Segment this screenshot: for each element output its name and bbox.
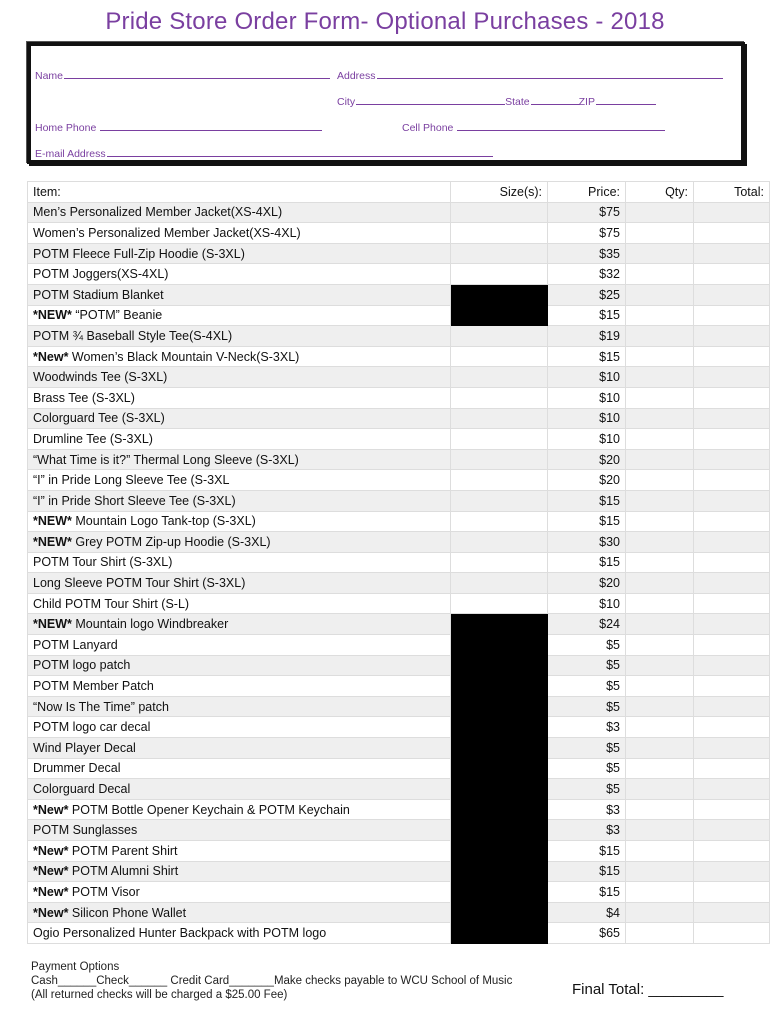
header-price: Price: xyxy=(548,182,626,203)
item-name-cell xyxy=(28,346,451,367)
new-tag: *New* xyxy=(33,884,69,899)
payment-options xyxy=(31,960,512,1002)
price-cell: $20 xyxy=(548,470,626,491)
item-name-cell xyxy=(28,820,451,841)
size-cell-blocked xyxy=(451,635,548,656)
table-row xyxy=(28,264,770,285)
item-name: POTM Member Patch xyxy=(33,679,154,694)
size-cell-blocked xyxy=(451,284,548,305)
price-cell: $75 xyxy=(548,202,626,223)
item-name-cell xyxy=(28,202,451,223)
size-cell[interactable] xyxy=(451,387,548,408)
item-name: Brass Tee (S-3XL) xyxy=(33,390,135,405)
header-total: Total: xyxy=(694,182,770,203)
item-name: Grey POTM Zip-up Hoodie (S-3XL) xyxy=(71,534,271,549)
size-cell[interactable] xyxy=(451,243,548,264)
payment-methods-line: Cash______Check______ Credit Card_______Make checks payable to WCU School of Music xyxy=(31,975,513,987)
total-cell[interactable] xyxy=(694,635,770,656)
table-row xyxy=(28,779,770,800)
item-name: POTM Alumni Shirt xyxy=(68,864,179,879)
price-cell: $30 xyxy=(548,532,626,553)
price-cell: $25 xyxy=(548,284,626,305)
price-cell: $5 xyxy=(548,696,626,717)
new-tag: *NEW* xyxy=(33,514,72,529)
table-row xyxy=(28,573,770,594)
table-row xyxy=(28,202,770,223)
total-cell[interactable] xyxy=(694,305,770,326)
item-name-cell xyxy=(28,552,451,573)
qty-cell[interactable] xyxy=(626,305,694,326)
zip-label: ZIP xyxy=(578,96,595,108)
table-row xyxy=(28,717,770,738)
table-header-row xyxy=(28,182,770,203)
table-row xyxy=(28,861,770,882)
size-cell[interactable] xyxy=(451,532,548,553)
table-row xyxy=(28,923,770,944)
item-name: “What Time is it?” Thermal Long Sleeve (S-3XL) xyxy=(33,452,299,467)
item-name-cell xyxy=(28,243,451,264)
qty-cell[interactable] xyxy=(626,449,694,470)
total-cell[interactable] xyxy=(694,820,770,841)
price-cell: $24 xyxy=(548,614,626,635)
total-cell[interactable] xyxy=(694,202,770,223)
price-cell: $15 xyxy=(548,346,626,367)
item-name: POTM Visor xyxy=(68,884,140,899)
price-cell: $15 xyxy=(548,511,626,532)
size-cell-blocked xyxy=(451,861,548,882)
qty-cell[interactable] xyxy=(626,367,694,388)
table-row xyxy=(28,841,770,862)
table-row xyxy=(28,676,770,697)
item-name-cell xyxy=(28,738,451,759)
new-tag: *New* xyxy=(33,905,69,920)
item-name: “I” in Pride Long Sleeve Tee (S-3XL xyxy=(33,473,230,488)
item-name-cell xyxy=(28,284,451,305)
size-cell-blocked xyxy=(451,779,548,800)
qty-cell[interactable] xyxy=(626,243,694,264)
table-row xyxy=(28,470,770,491)
total-cell[interactable] xyxy=(694,779,770,800)
qty-cell[interactable] xyxy=(626,820,694,841)
item-name-cell xyxy=(28,326,451,347)
table-row xyxy=(28,593,770,614)
city-label: City xyxy=(337,96,356,108)
item-name: POTM Joggers(XS-4XL) xyxy=(33,267,169,282)
table-row xyxy=(28,326,770,347)
item-name: Silicon Phone Wallet xyxy=(68,905,187,920)
qty-cell[interactable] xyxy=(626,346,694,367)
item-name: POTM Parent Shirt xyxy=(68,843,178,858)
table-row xyxy=(28,532,770,553)
total-cell[interactable] xyxy=(694,655,770,676)
table-row xyxy=(28,449,770,470)
price-cell: $15 xyxy=(548,490,626,511)
item-name: Child POTM Tour Shirt (S-L) xyxy=(33,596,190,611)
price-cell: $15 xyxy=(548,552,626,573)
total-cell[interactable] xyxy=(694,614,770,635)
qty-cell[interactable] xyxy=(626,511,694,532)
item-name: POTM logo patch xyxy=(33,658,131,673)
price-cell: $3 xyxy=(548,717,626,738)
size-cell-blocked xyxy=(451,841,548,862)
total-cell[interactable] xyxy=(694,593,770,614)
price-cell: $15 xyxy=(548,882,626,903)
item-name-cell xyxy=(28,614,451,635)
qty-cell[interactable] xyxy=(626,532,694,553)
total-cell[interactable] xyxy=(694,470,770,491)
size-cell[interactable] xyxy=(451,346,548,367)
item-name-cell xyxy=(28,490,451,511)
state-label: State xyxy=(505,96,530,108)
qty-cell[interactable] xyxy=(626,284,694,305)
price-cell: $10 xyxy=(548,408,626,429)
name-label: Name xyxy=(35,70,64,82)
size-cell-blocked xyxy=(451,305,548,326)
price-cell: $32 xyxy=(548,264,626,285)
price-cell: $4 xyxy=(548,902,626,923)
price-cell: $10 xyxy=(548,387,626,408)
item-name-cell xyxy=(28,799,451,820)
name-field[interactable] xyxy=(35,68,330,82)
qty-cell[interactable] xyxy=(626,635,694,656)
table-row xyxy=(28,223,770,244)
name-line[interactable] xyxy=(64,68,330,79)
table-row xyxy=(28,367,770,388)
qty-cell[interactable] xyxy=(626,841,694,862)
item-name-cell xyxy=(28,635,451,656)
table-row xyxy=(28,408,770,429)
price-cell: $20 xyxy=(548,449,626,470)
total-cell[interactable] xyxy=(694,243,770,264)
home-phone-field[interactable] xyxy=(35,120,322,134)
price-cell: $10 xyxy=(548,593,626,614)
header-size: Size(s): xyxy=(451,182,548,203)
size-cell-blocked xyxy=(451,655,548,676)
qty-cell[interactable] xyxy=(626,264,694,285)
total-cell[interactable] xyxy=(694,346,770,367)
price-cell: $65 xyxy=(548,923,626,944)
item-name: Women’s Black Mountain V-Neck(S-3XL) xyxy=(68,349,300,364)
size-cell[interactable] xyxy=(451,552,548,573)
qty-cell[interactable] xyxy=(626,799,694,820)
item-name: Men’s Personalized Member Jacket(XS-4XL) xyxy=(33,205,283,220)
qty-cell[interactable] xyxy=(626,573,694,594)
total-cell[interactable] xyxy=(694,511,770,532)
size-cell-blocked xyxy=(451,738,548,759)
city-field[interactable] xyxy=(337,94,656,108)
qty-cell[interactable] xyxy=(626,202,694,223)
item-name: “POTM” Beanie xyxy=(71,308,163,323)
new-tag: *New* xyxy=(33,843,69,858)
total-cell[interactable] xyxy=(694,367,770,388)
item-name-cell xyxy=(28,367,451,388)
total-cell[interactable] xyxy=(694,408,770,429)
price-cell: $5 xyxy=(548,635,626,656)
table-row xyxy=(28,284,770,305)
item-name-cell xyxy=(28,387,451,408)
size-cell[interactable] xyxy=(451,511,548,532)
qty-cell[interactable] xyxy=(626,223,694,244)
table-row xyxy=(28,346,770,367)
price-cell: $5 xyxy=(548,655,626,676)
qty-cell[interactable] xyxy=(626,738,694,759)
item-name-cell xyxy=(28,532,451,553)
table-row xyxy=(28,882,770,903)
total-cell[interactable] xyxy=(694,841,770,862)
size-cell-blocked xyxy=(451,902,548,923)
item-name-cell xyxy=(28,841,451,862)
item-rows xyxy=(28,202,770,943)
price-cell: $10 xyxy=(548,429,626,450)
total-cell[interactable] xyxy=(694,449,770,470)
table-row xyxy=(28,696,770,717)
qty-cell[interactable] xyxy=(626,490,694,511)
item-name-cell xyxy=(28,655,451,676)
item-name-cell xyxy=(28,717,451,738)
qty-cell[interactable] xyxy=(626,902,694,923)
table-row xyxy=(28,490,770,511)
item-name: POTM Bottle Opener Keychain & POTM Keychain xyxy=(68,802,350,817)
item-name-cell xyxy=(28,408,451,429)
table-row xyxy=(28,614,770,635)
zip-line[interactable] xyxy=(596,94,656,105)
header-item: Item: xyxy=(28,182,451,203)
total-cell[interactable] xyxy=(694,429,770,450)
qty-cell[interactable] xyxy=(626,593,694,614)
price-cell: $5 xyxy=(548,779,626,800)
email-line[interactable] xyxy=(107,146,493,157)
item-name: Women’s Personalized Member Jacket(XS-4XL) xyxy=(33,225,301,240)
item-name-cell xyxy=(28,264,451,285)
size-cell[interactable] xyxy=(451,429,548,450)
size-cell[interactable] xyxy=(451,573,548,594)
qty-cell[interactable] xyxy=(626,470,694,491)
qty-cell[interactable] xyxy=(626,861,694,882)
item-name: POTM Fleece Full-Zip Hoodie (S-3XL) xyxy=(33,246,245,261)
size-cell[interactable] xyxy=(451,470,548,491)
table-row xyxy=(28,511,770,532)
total-cell[interactable] xyxy=(694,861,770,882)
new-tag: *NEW* xyxy=(33,308,72,323)
qty-cell[interactable] xyxy=(626,758,694,779)
item-name-cell xyxy=(28,861,451,882)
total-cell[interactable] xyxy=(694,882,770,903)
table-row xyxy=(28,738,770,759)
total-cell[interactable] xyxy=(694,387,770,408)
item-name-cell xyxy=(28,696,451,717)
item-name-cell xyxy=(28,511,451,532)
price-cell: $15 xyxy=(548,841,626,862)
table-row xyxy=(28,799,770,820)
total-cell[interactable] xyxy=(694,284,770,305)
qty-cell[interactable] xyxy=(626,676,694,697)
price-cell: $15 xyxy=(548,305,626,326)
size-cell[interactable] xyxy=(451,223,548,244)
item-name-cell xyxy=(28,779,451,800)
qty-cell[interactable] xyxy=(626,614,694,635)
total-cell[interactable] xyxy=(694,902,770,923)
qty-cell[interactable] xyxy=(626,326,694,347)
address-field[interactable] xyxy=(337,68,723,82)
new-tag: *New* xyxy=(33,349,69,364)
total-cell[interactable] xyxy=(694,758,770,779)
cell-phone-field[interactable] xyxy=(402,120,665,134)
item-name-cell xyxy=(28,429,451,450)
home-phone-label: Home Phone xyxy=(35,122,97,134)
total-cell[interactable] xyxy=(694,923,770,944)
item-name-cell xyxy=(28,470,451,491)
size-cell-blocked xyxy=(451,717,548,738)
qty-cell[interactable] xyxy=(626,408,694,429)
payment-heading: Payment Options xyxy=(31,961,120,973)
item-name: Mountain logo Windbreaker xyxy=(71,617,229,632)
table-row xyxy=(28,820,770,841)
order-items-table xyxy=(27,181,770,944)
price-cell: $5 xyxy=(548,738,626,759)
size-cell[interactable] xyxy=(451,326,548,347)
item-name-cell xyxy=(28,573,451,594)
size-cell-blocked xyxy=(451,614,548,635)
total-cell[interactable] xyxy=(694,717,770,738)
table-row xyxy=(28,902,770,923)
address-label: Address xyxy=(337,70,376,82)
size-cell-blocked xyxy=(451,820,548,841)
total-cell[interactable] xyxy=(694,264,770,285)
item-name: Woodwinds Tee (S-3XL) xyxy=(33,370,168,385)
item-name: Wind Player Decal xyxy=(33,740,136,755)
qty-cell[interactable] xyxy=(626,717,694,738)
item-name: Drumline Tee (S-3XL) xyxy=(33,431,153,446)
table-row xyxy=(28,305,770,326)
total-cell[interactable] xyxy=(694,676,770,697)
item-name: POTM Stadium Blanket xyxy=(33,287,164,302)
returned-check-fee-note: (All returned checks will be charged a $25.00 Fee) xyxy=(31,989,288,1001)
total-cell[interactable] xyxy=(694,326,770,347)
state-line[interactable] xyxy=(531,94,579,105)
item-name: “Now Is The Time” patch xyxy=(33,699,169,714)
item-name-cell xyxy=(28,902,451,923)
price-cell: $3 xyxy=(548,820,626,841)
total-cell[interactable] xyxy=(694,738,770,759)
price-cell: $75 xyxy=(548,223,626,244)
table-row xyxy=(28,429,770,450)
price-cell: $15 xyxy=(548,861,626,882)
item-name: Drummer Decal xyxy=(33,761,121,776)
size-cell-blocked xyxy=(451,758,548,779)
price-cell: $5 xyxy=(548,676,626,697)
size-cell-blocked xyxy=(451,923,548,944)
item-name-cell xyxy=(28,923,451,944)
item-name-cell xyxy=(28,223,451,244)
size-cell-blocked xyxy=(451,882,548,903)
qty-cell[interactable] xyxy=(626,655,694,676)
qty-cell[interactable] xyxy=(626,552,694,573)
qty-cell[interactable] xyxy=(626,882,694,903)
price-cell: $5 xyxy=(548,758,626,779)
size-cell[interactable] xyxy=(451,593,548,614)
total-cell[interactable] xyxy=(694,696,770,717)
size-cell[interactable] xyxy=(451,408,548,429)
qty-cell[interactable] xyxy=(626,923,694,944)
item-name-cell xyxy=(28,882,451,903)
item-name: POTM logo car decal xyxy=(33,720,151,735)
qty-cell[interactable] xyxy=(626,387,694,408)
price-cell: $35 xyxy=(548,243,626,264)
cell-phone-line[interactable] xyxy=(457,120,665,131)
contact-info-box xyxy=(27,42,745,164)
item-name: Long Sleeve POTM Tour Shirt (S-3XL) xyxy=(33,576,246,591)
qty-cell[interactable] xyxy=(626,779,694,800)
item-name: Ogio Personalized Hunter Backpack with POTM logo xyxy=(33,926,327,941)
total-cell[interactable] xyxy=(694,799,770,820)
qty-cell[interactable] xyxy=(626,429,694,450)
table-row xyxy=(28,758,770,779)
total-cell[interactable] xyxy=(694,490,770,511)
size-cell[interactable] xyxy=(451,367,548,388)
table-row xyxy=(28,387,770,408)
table-row xyxy=(28,243,770,264)
item-name-cell xyxy=(28,676,451,697)
qty-cell[interactable] xyxy=(626,696,694,717)
size-cell[interactable] xyxy=(451,202,548,223)
total-cell[interactable] xyxy=(694,223,770,244)
table-row xyxy=(28,655,770,676)
price-cell: $20 xyxy=(548,573,626,594)
new-tag: *NEW* xyxy=(33,617,72,632)
size-cell-blocked xyxy=(451,676,548,697)
table-row xyxy=(28,552,770,573)
size-cell[interactable] xyxy=(451,264,548,285)
item-name: POTM Lanyard xyxy=(33,637,118,652)
new-tag: *NEW* xyxy=(33,534,72,549)
total-cell[interactable] xyxy=(694,573,770,594)
address-line[interactable] xyxy=(377,68,723,79)
item-name: POTM ¾ Baseball Style Tee(S-4XL) xyxy=(33,328,233,343)
table-row xyxy=(28,635,770,656)
final-total: Final Total: _________ xyxy=(572,981,724,998)
city-line[interactable] xyxy=(356,94,505,105)
item-name-cell xyxy=(28,758,451,779)
email-label: E-mail Address xyxy=(35,148,106,160)
item-name: Colorguard Tee (S-3XL) xyxy=(33,411,165,426)
header-qty: Qty: xyxy=(626,182,694,203)
price-cell: $19 xyxy=(548,326,626,347)
size-cell[interactable] xyxy=(451,490,548,511)
total-cell[interactable] xyxy=(694,532,770,553)
item-name: POTM Sunglasses xyxy=(33,823,138,838)
home-phone-line[interactable] xyxy=(100,120,322,131)
new-tag: *New* xyxy=(33,802,69,817)
item-name: Mountain Logo Tank-top (S-3XL) xyxy=(71,514,256,529)
cell-phone-label: Cell Phone xyxy=(402,122,454,134)
price-cell: $3 xyxy=(548,799,626,820)
item-name-cell xyxy=(28,593,451,614)
size-cell-blocked xyxy=(451,799,548,820)
item-name: “I” in Pride Short Sleeve Tee (S-3XL) xyxy=(33,493,236,508)
page-title: Pride Store Order Form- Optional Purchases - 2018 xyxy=(105,8,665,35)
item-name: Colorguard Decal xyxy=(33,782,131,797)
price-cell: $10 xyxy=(548,367,626,388)
total-cell[interactable] xyxy=(694,552,770,573)
item-name: POTM Tour Shirt (S-3XL) xyxy=(33,555,173,570)
new-tag: *New* xyxy=(33,864,69,879)
item-name-cell xyxy=(28,305,451,326)
email-field[interactable] xyxy=(35,146,493,160)
size-cell[interactable] xyxy=(451,449,548,470)
item-name-cell xyxy=(28,449,451,470)
size-cell-blocked xyxy=(451,696,548,717)
